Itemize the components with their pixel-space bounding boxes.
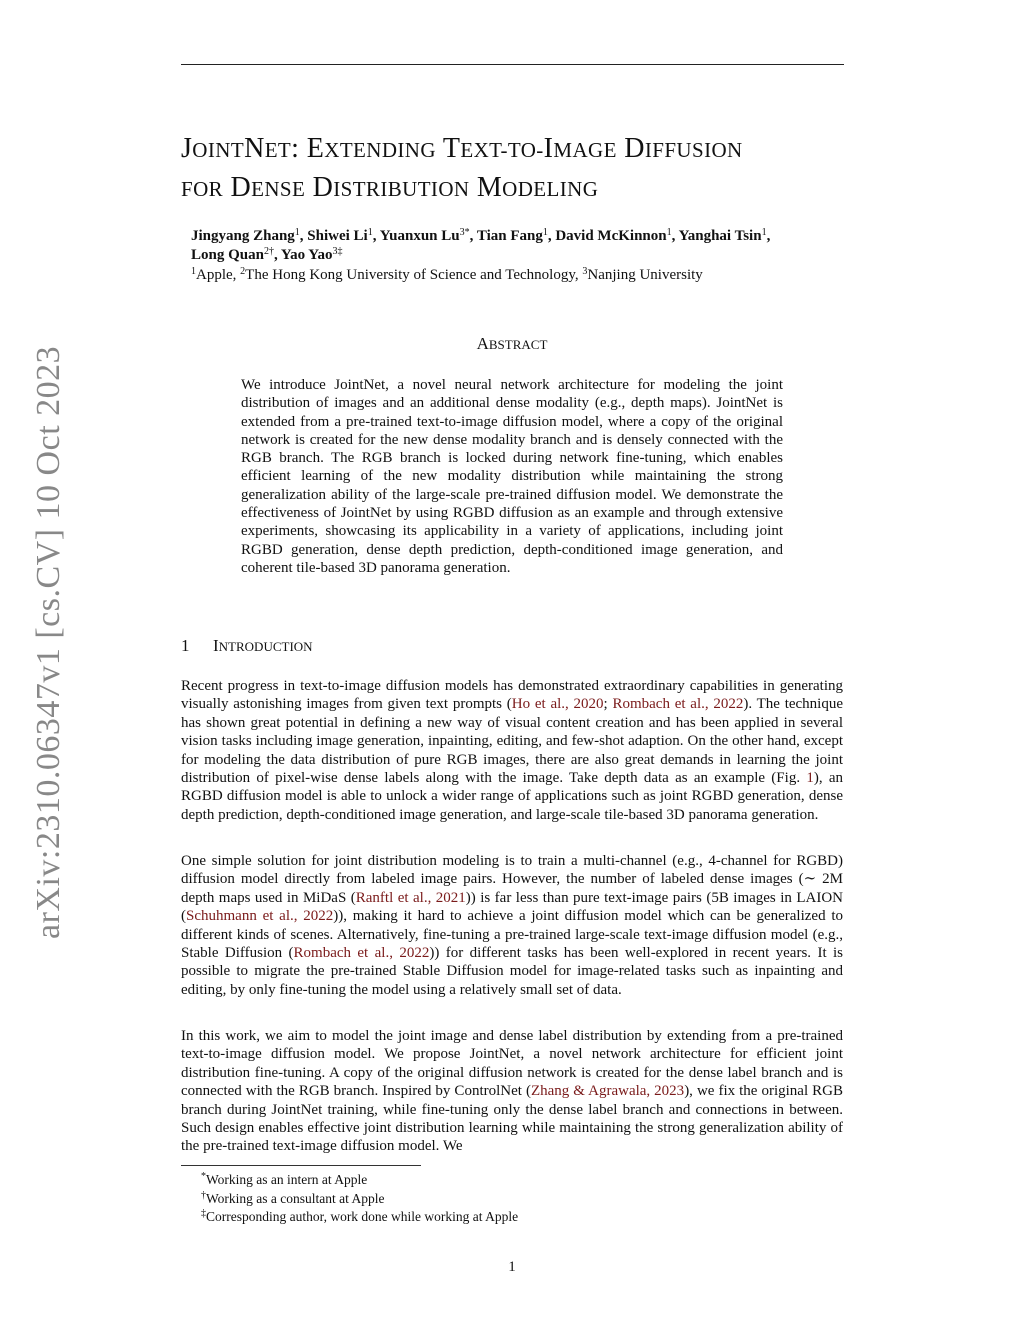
top-rule [181,64,844,65]
figure-link[interactable]: 1 [806,770,814,787]
intro-paragraph-3: In this work, we aim to model the joint image and dense label distribution by extending from a pre-trained text-to-image diffusion model. We propose JointNet, a novel network architecture for efficient joint distribution fine-tuning. A copy of the original diffusion network is created for the dense label branch and is connected with the RGB branch. Inspired by ControlNet (Zhang & Agrawala, 2023), we fix the original RGB branch during JointNet training, while fine-tuning only the dense label branch and connections in between. Such design enables effective joint distribution learning while maintaining the strong generalization ability of the pre-trained text-image diffusion model. We [181,1028,843,1155]
citation-link[interactable]: Ranftl et al., 2021 [355,889,466,906]
arxiv-identifier: arXiv:2310.06347v1 [cs.CV] 10 Oct 2023 [30,345,67,939]
author: Yanghai Tsin [678,228,762,244]
author: Yao Yao [280,247,333,263]
abstract-heading: ABSTRACT [476,334,548,353]
citation-link[interactable]: Rombach et al., 2022 [612,696,744,713]
author: Long Quan [191,247,264,263]
footnote-rule [181,1165,421,1166]
author: Tian Fang [476,228,543,244]
citation-link[interactable]: Ho et al., 2020 [511,696,604,713]
citation-link[interactable]: Rombach et al., 2022 [293,945,430,962]
page-number: 1 [508,1259,516,1275]
footnotes [201,1171,518,1227]
intro-paragraph-1: Recent progress in text-to-image diffusion models has demonstrated extraordinary capabilities in generating visually astonishing images from given text prompts (Ho et al., 2020; Rombach et al., 2022). The technique has shown great potential in defining a new way of visual content creation and has been applied in several vision tasks including image generation, inpainting, editing, and few-shot adaption. On the other hand, except for modeling the data distribution of pure RGB images, there are also great demands in learning the joint distribution of pixel-wise dense labels along with the image. Take depth data as an example (Fig. 1), an RGBD diffusion model is able to unlock a wider range of applications such as joint RGBD generation, dense depth prediction, depth-conditioned image generation, and large-scale tile-based 3D panorama generation. [181,678,844,823]
author: David McKinnon [555,228,667,244]
citation-link[interactable]: Zhang & Agrawala, 2023 [530,1083,685,1100]
footnote: ‡Corresponding author, work done while working at Apple [201,1208,519,1224]
footnote: *Working as an intern at Apple [201,1171,368,1187]
paper-title: JOINTNET: EXTENDING TEXT-TO-IMAGE DIFFUSION FOR DENSE DISTRIBUTION MODELING [181,133,743,203]
author-list: Jingyang Zhang$^1$, Shiwei Li$^1$, Yuanxun $Lu^{3*}$, Tian Fang$^1$, David McKinnon$^1$, Yanghai Tsin$^1$, Long Quan$^{2\dagger}$, Yao Yao$^{3\ddagger}$ [191,227,771,263]
section-heading-introduction: 1 INTRODUCTION [181,636,313,655]
citation-link[interactable]: Schuhmann et al., 2022 [186,908,334,925]
footnote: †Working as a consultant at Apple [201,1189,385,1206]
abstract-text: We introduce JointNet, a novel neural network architecture for modeling the joint distribution of images and an additional dense modality (e.g., depth maps). JointNet is extended from a pre-trained text-to-image diffusion model, where a copy of the original network is created for the new dense modality branch and is densely connected with the RGB branch. The RGB branch is locked during network fine-tuning, which enables efficient learning of the new modality distribution while maintaining the strong generalization ability of the large-scale pre-trained diffusion model. We demonstrate the effectiveness of JointNet by using RGBD diffusion as an example and through extensive experiments, showcasing its applicability in a variety of applications, including joint RGBD generation, dense depth prediction, depth-conditioned image generation, and coherent tile-based 3D panorama generation. [241,377,783,576]
author: Shiwei Li [307,228,368,244]
intro-paragraph-2: One simple solution for joint distribution modeling is to train a multi-channel (e.g., 4-channel for RGBD) diffusion model directly from labeled image pairs. However, the number of labeled dense images (∼ 2M depth maps used in MiDaS (Ranftl et al., 2021)) is far less than pure text-image pairs (5B images in LAION (Schuhmann et al., 2022)), making it hard to achieve a joint diffusion model which can be generalized to different kinds of scenes. Alternatively, fine-tuning a pre-trained large-scale text-image diffusion model (e.g., Stable Diffusion (Rombach et al., 2022)) for different tasks has been well-explored in recent years. It is possible to migrate the pre-trained Stable Diffusion model for image-related tasks such as inpainting and editing, by only fine-tuning the model using a relatively small set of data. [181,853,844,998]
author: Yuanxun Lu [379,228,460,244]
affiliations: $^1$Apple, $^2$The Hong Kong University of Science and Technology, $^3$Nanjing University [191,266,703,283]
author: Jingyang Zhang [191,228,295,244]
